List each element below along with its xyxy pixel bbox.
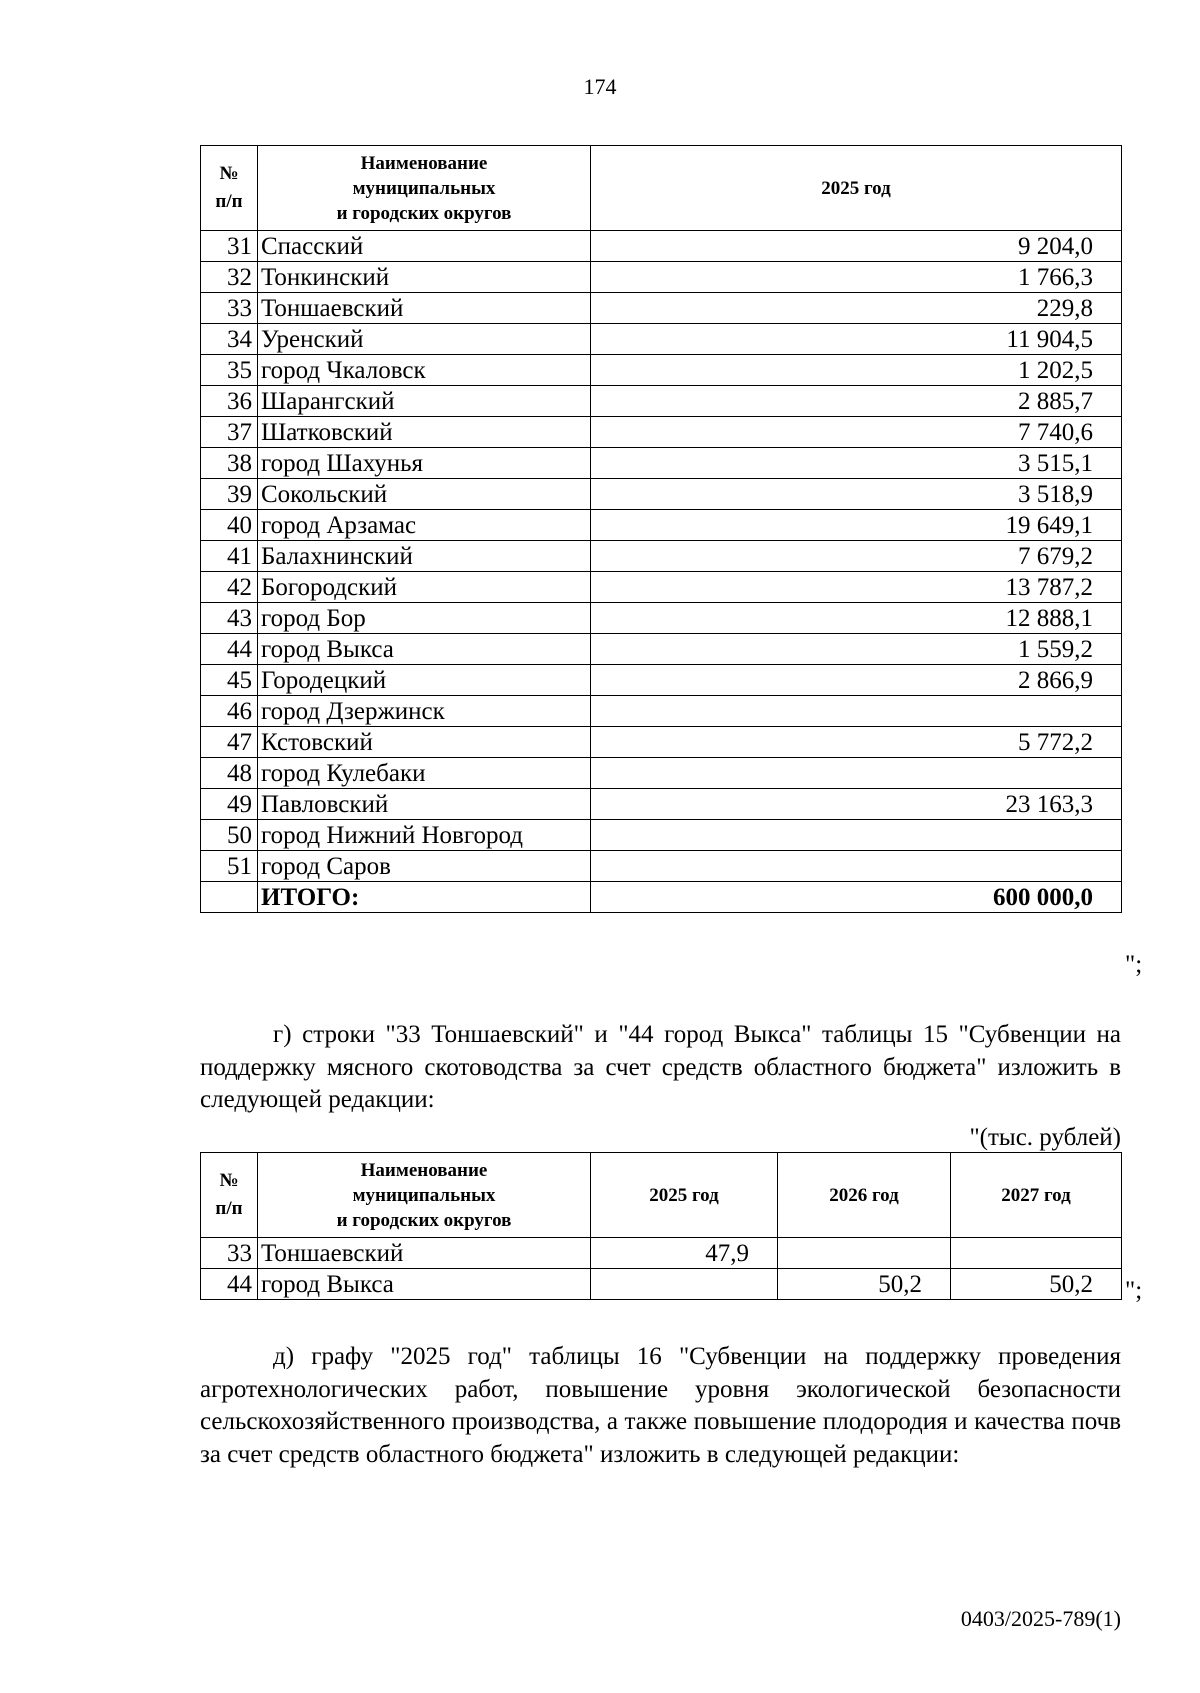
- municipality-name: город Арзамас: [258, 510, 591, 541]
- value-2025: 3 518,9: [591, 479, 1122, 510]
- table1-closing-quote: ";: [1125, 951, 1143, 978]
- row-number: 35: [201, 355, 258, 386]
- municipality-name: город Чкаловск: [258, 355, 591, 386]
- value-2026: [778, 1238, 951, 1269]
- row-number: 48: [201, 758, 258, 789]
- total-row: [201, 882, 1122, 913]
- row-number: 31: [201, 231, 258, 262]
- table-row: [201, 665, 1122, 696]
- table2-closing-quote: ";: [1125, 1277, 1143, 1304]
- value-2025: 23 163,3: [591, 789, 1122, 820]
- municipality-name: Сокольский: [258, 479, 591, 510]
- row-number: 49: [201, 789, 258, 820]
- municipal-subvention-table-2025: [200, 145, 1122, 913]
- municipality-name: Тоншаевский: [258, 1238, 591, 1269]
- table-row: [201, 448, 1122, 479]
- row-number: 44: [201, 1269, 258, 1300]
- value-2025: [591, 851, 1122, 882]
- row-number: 38: [201, 448, 258, 479]
- table-row: [201, 355, 1122, 386]
- table-row: [201, 603, 1122, 634]
- value-2025: 13 787,2: [591, 572, 1122, 603]
- municipality-name: Павловский: [258, 789, 591, 820]
- table-row: [201, 417, 1122, 448]
- table-row: [201, 510, 1122, 541]
- header-year-2027: 2027 год: [951, 1153, 1122, 1238]
- row-number: 37: [201, 417, 258, 448]
- header-row-number: № п/п: [201, 146, 258, 231]
- value-2025: 1 559,2: [591, 634, 1122, 665]
- municipality-name: Шарангский: [258, 386, 591, 417]
- header-year-2026: 2026 год: [778, 1153, 951, 1238]
- municipality-name: Спасский: [258, 231, 591, 262]
- value-2025: 2 866,9: [591, 665, 1122, 696]
- row-number: 47: [201, 727, 258, 758]
- row-number: 33: [201, 1238, 258, 1269]
- value-2025: 1 202,5: [591, 355, 1122, 386]
- value-2025: 47,9: [591, 1238, 778, 1269]
- table-row: [201, 479, 1122, 510]
- row-number: 44: [201, 634, 258, 665]
- value-2025: 9 204,0: [591, 231, 1122, 262]
- row-number: 41: [201, 541, 258, 572]
- row-number: 32: [201, 262, 258, 293]
- value-2025: 7 679,2: [591, 541, 1122, 572]
- header-row-number: № п/п: [201, 1153, 258, 1238]
- table-row: [201, 727, 1122, 758]
- table-row: [201, 758, 1122, 789]
- table-row: [201, 789, 1122, 820]
- value-2025: 3 515,1: [591, 448, 1122, 479]
- municipality-name: Городецкий: [258, 665, 591, 696]
- municipality-name: город Выкса: [258, 634, 591, 665]
- table-row: [201, 851, 1122, 882]
- row-number: 45: [201, 665, 258, 696]
- row-number: 50: [201, 820, 258, 851]
- table-row: [201, 324, 1122, 355]
- value-2025: [591, 1269, 778, 1300]
- page-number: 174: [583, 74, 617, 99]
- meat-cattle-subvention-table: [200, 1152, 1122, 1300]
- table-row: [201, 262, 1122, 293]
- value-2025: [591, 758, 1122, 789]
- header-year-2025: 2025 год: [591, 1153, 778, 1238]
- value-2025: 1 766,3: [591, 262, 1122, 293]
- municipality-name: Богородский: [258, 572, 591, 603]
- municipality-name: Уренский: [258, 324, 591, 355]
- row-number: 33: [201, 293, 258, 324]
- municipality-name: Тоншаевский: [258, 293, 591, 324]
- table-row: [201, 231, 1122, 262]
- municipality-name: город Бор: [258, 603, 591, 634]
- table-row: [201, 1238, 1122, 1269]
- municipality-name: Тонкинский: [258, 262, 591, 293]
- total-label: ИТОГО:: [258, 882, 591, 913]
- table-row: [201, 820, 1122, 851]
- table-row: [201, 541, 1122, 572]
- municipality-name: город Выкса: [258, 1269, 591, 1300]
- municipality-name: город Саров: [258, 851, 591, 882]
- row-number: 36: [201, 386, 258, 417]
- value-2025: 7 740,6: [591, 417, 1122, 448]
- municipality-name: город Дзержинск: [258, 696, 591, 727]
- table-row: [201, 293, 1122, 324]
- municipality-name: город Нижний Новгород: [258, 820, 591, 851]
- row-number: 39: [201, 479, 258, 510]
- table-row: [201, 572, 1122, 603]
- total-number: [201, 882, 258, 913]
- document-code: 0403/2025-789(1): [960, 1606, 1121, 1631]
- value-2025: [591, 696, 1122, 727]
- value-2025: 11 904,5: [591, 324, 1122, 355]
- municipality-name: город Шахунья: [258, 448, 591, 479]
- municipality-name: Кстовский: [258, 727, 591, 758]
- value-2025: 2 885,7: [591, 386, 1122, 417]
- value-2027: 50,2: [951, 1269, 1122, 1300]
- value-2025: 12 888,1: [591, 603, 1122, 634]
- header-municipality-name: Наименование муниципальных и городских округов: [258, 146, 591, 231]
- row-number: 46: [201, 696, 258, 727]
- table-row: [201, 386, 1122, 417]
- value-2025: [591, 820, 1122, 851]
- municipality-name: Шатковский: [258, 417, 591, 448]
- table-row: [201, 696, 1122, 727]
- row-number: 42: [201, 572, 258, 603]
- value-2026: 50,2: [778, 1269, 951, 1300]
- header-year-2025: 2025 год: [591, 146, 1122, 231]
- paragraph-d: д) графу "2025 год" таблицы 16 "Субвенции на поддержку проведения агротехнологических работ, повышение уровня экологической безопасности сельскохозяйственного производства, а также повышение плодородия и качества почв за счет средств областного бюджета" изложить в следующей редакции:: [200, 1343, 1121, 1468]
- total-value-2025: 600 000,0: [591, 882, 1122, 913]
- unit-note: "(тыс. рублей): [969, 1124, 1121, 1151]
- value-2025: 19 649,1: [591, 510, 1122, 541]
- paragraph-g: г) строки "33 Тоншаевский" и "44 город Выкса" таблицы 15 "Субвенции на поддержку мясного скотоводства за счет средств областного бюджета" изложить в следующей редакции:: [200, 1021, 1121, 1113]
- row-number: 34: [201, 324, 258, 355]
- municipality-name: город Кулебаки: [258, 758, 591, 789]
- value-2025: 229,8: [591, 293, 1122, 324]
- header-municipality-name: Наименование муниципальных и городских округов: [258, 1153, 591, 1238]
- table-row: [201, 634, 1122, 665]
- municipality-name: Балахнинский: [258, 541, 591, 572]
- row-number: 43: [201, 603, 258, 634]
- row-number: 51: [201, 851, 258, 882]
- value-2025: 5 772,2: [591, 727, 1122, 758]
- value-2027: [951, 1238, 1122, 1269]
- row-number: 40: [201, 510, 258, 541]
- table-row: [201, 1269, 1122, 1300]
